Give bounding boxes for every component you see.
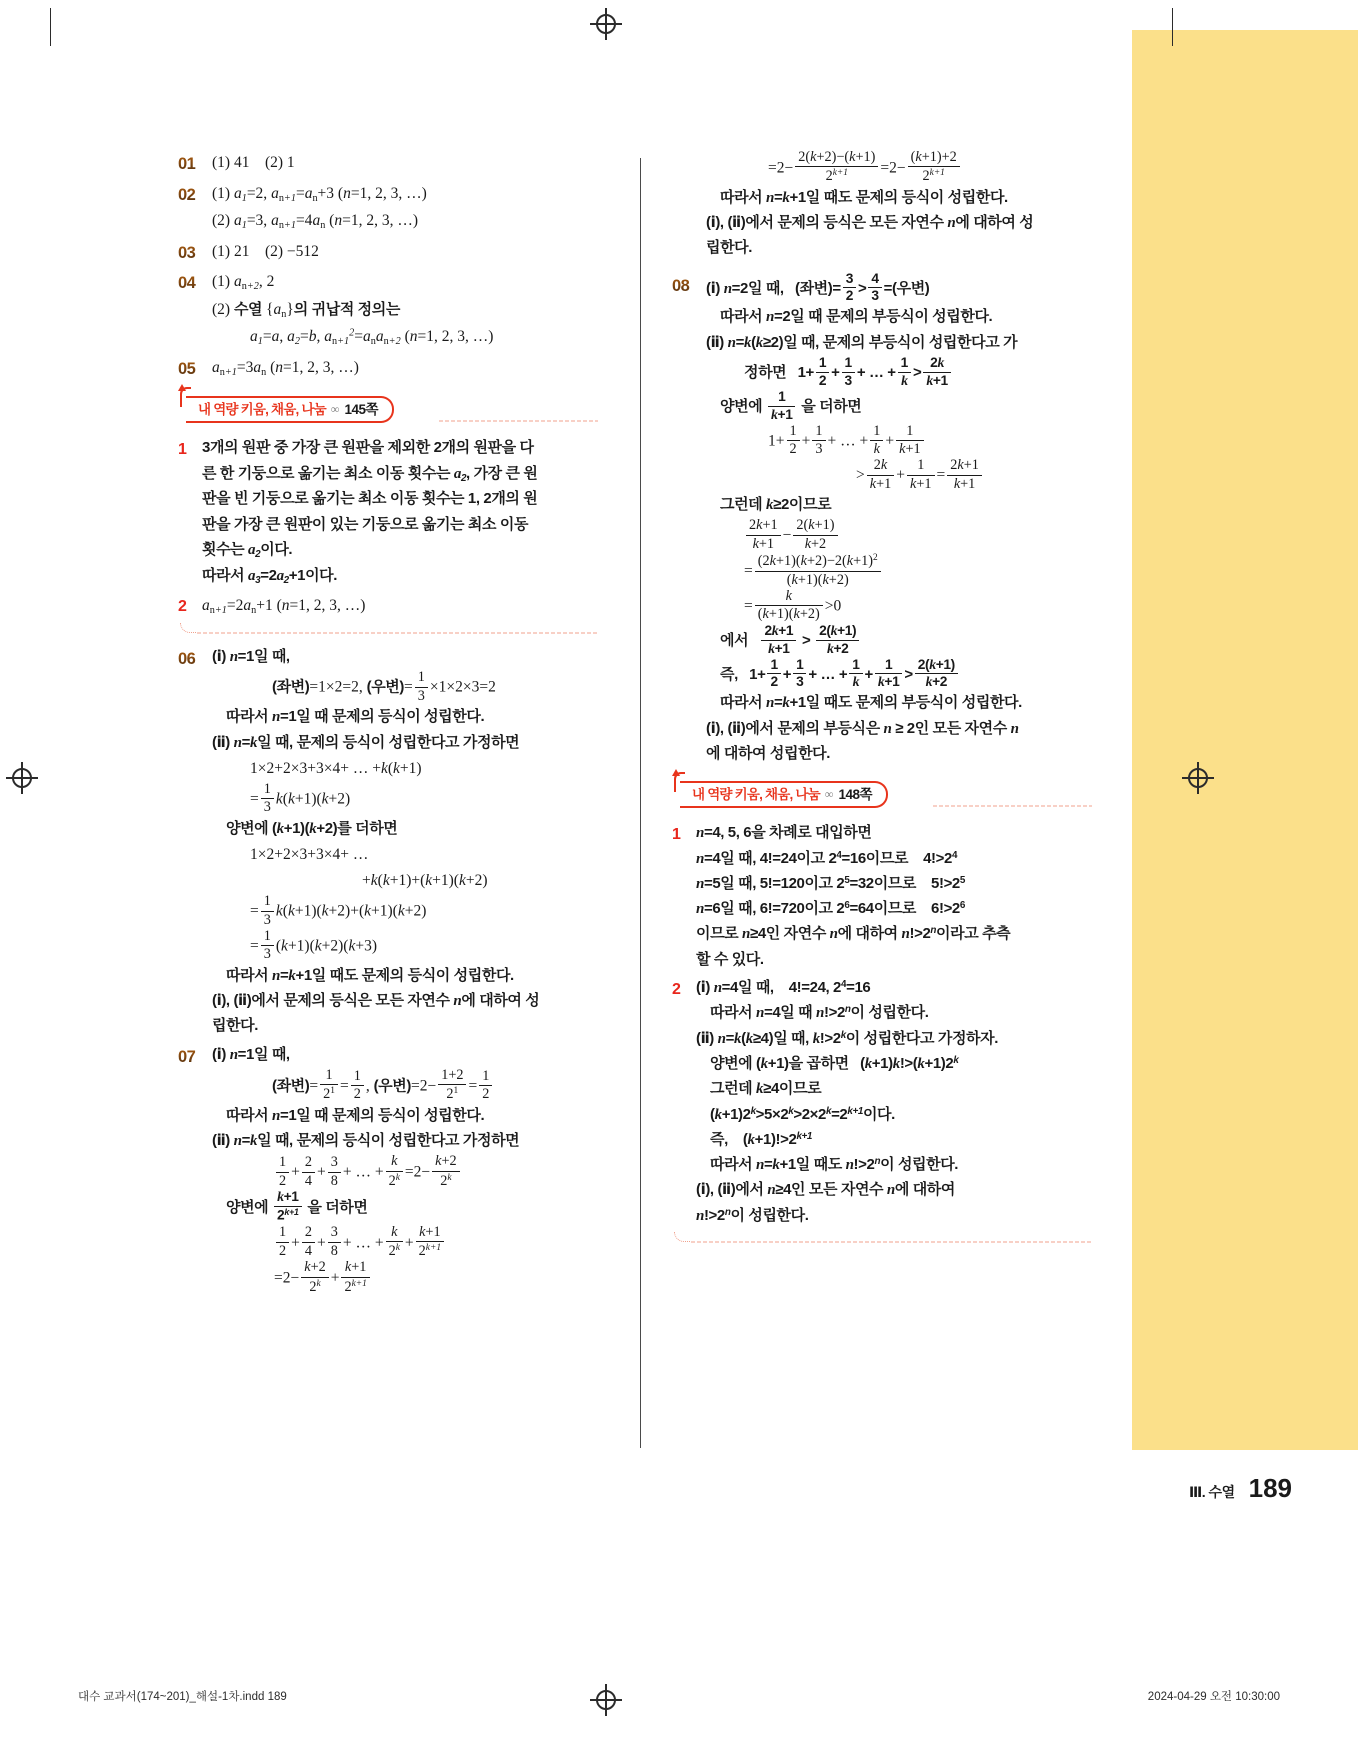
competency-callout-145: [178, 396, 598, 426]
callout-item-body: [696, 821, 1092, 973]
answer-line: 에 대하여 성립한다.: [706, 744, 831, 762]
answer-line: 립한다.: [706, 239, 753, 257]
answer-line: 1×2+2×3+3×4+ …: [250, 846, 369, 864]
chapter-label: Ⅲ. 수열: [1189, 1484, 1235, 1500]
callout-item: [178, 593, 598, 620]
callout-item-body: [696, 976, 1092, 1229]
answer-line: 따라서 n=4일 때 $n!>2^n$이 성립한다.: [710, 1004, 929, 1022]
answer-number: 01: [178, 150, 212, 178]
answer-line: $\frac{1}{2}$ + $\frac{2}{4}$ + $\frac{3}{8}$ + … + $\frac{k}{2^k}$ =2− $\frac{k+2}{2^k}$: [212, 1154, 598, 1189]
crop-mark-top-right: [1172, 8, 1173, 46]
callout-pill: [680, 781, 888, 808]
callout-box-bottom-rule: [178, 623, 598, 639]
answer-line: 즉, 1+ $\frac{1}{2}$ + $\frac{1}{3}$ + … + $\frac{1}{k}$ + $\frac{1}{k+1}$ > $\frac{2(k+1)}{k+2}$: [706, 658, 1092, 691]
callout-dotted-rule: [438, 420, 598, 422]
answer-line: 판을 빈 기둥으로 옮기는 최소 이동 횟수는 1, 2개의 원: [202, 490, 538, 508]
answer-line: (2) 수열 $\{a_n\}$의 귀납적 정의는: [212, 300, 400, 320]
answer-body: [212, 645, 598, 1040]
answer-line: 판을 가장 큰 원판이 있는 기둥으로 옮기는 최소 이동: [202, 515, 529, 533]
answer-row: [672, 272, 1092, 768]
answer-line: 1×2+2×3+3×4+ … +k(k+1): [250, 759, 422, 777]
answer-line: 3개의 원판 중 가장 큰 원판을 제외한 2개의 원판을 다: [202, 439, 534, 457]
answer-line: (2) $a_1=3$, $a_{n+1}=4a_n$ (n=1, 2, 3, …): [212, 212, 418, 232]
answer-line: 립한다.: [212, 1017, 259, 1035]
answer-line: = $\frac{(2k+1)(k+2)-2(k+1)^2}{(k+1)(k+2)}$: [706, 553, 1092, 588]
answer-line: (1) 41 (2) 1: [212, 154, 295, 171]
answer-row: [178, 239, 598, 267]
answer-row: [178, 150, 598, 178]
answer-line: $(k+1)2^k>5\times 2^k>2\times 2^k=2^{k+1}$이다.: [710, 1105, 895, 1123]
answer-line: 른 한 기둥으로 옮기는 최소 이동 횟수는 $a_2$, 가장 큰 원: [202, 464, 538, 484]
callout-item-number: 1: [672, 826, 681, 844]
answer-line: 에서 $\frac{2k+1}{k+1}$ > $\frac{2(k+1)}{k+2}$: [706, 624, 1092, 657]
answer-line: 횟수는 $a_2$이다.: [202, 541, 293, 560]
callout-dotted-rule: [932, 805, 1092, 807]
answer-line: = $\frac{1}{3}$ k(k+1)(k+2)+(k+1)(k+2): [250, 893, 427, 928]
answer-body: [706, 150, 1092, 262]
answer-line: $\frac{1}{2}$ + $\frac{2}{4}$ + $\frac{3}{8}$ + … + $\frac{k}{2^k}$ + $\frac{k+1}{2^{k+1}}$: [212, 1225, 598, 1260]
answer-line: $n!>2^n$이 성립한다.: [696, 1206, 809, 1224]
answer-row: [178, 269, 598, 351]
answer-line: = $\frac{1}{3}$ k(k+1)(k+2): [250, 780, 351, 816]
answer-line: (ⅱ) n=k(k≥2)일 때, 문제의 부등식이 성립한다고 가: [706, 333, 1018, 351]
answer-line: (ⅰ) n=1일 때,: [212, 648, 290, 666]
answer-line: n=4, 5, 6을 차례로 대입하면: [696, 824, 872, 842]
column-divider: [640, 158, 641, 1448]
answer-line: $a_1=a$, $a_2=b$, $a_{n+1}^2=a_na_{n+2}$ (n=1, 2, 3, …): [250, 327, 494, 348]
answer-line: 따라서 n=2일 때 문제의 부등식이 성립한다.: [720, 308, 993, 326]
answer-line: 1+ $\frac{1}{2}$ + $\frac{1}{3}$ + … + $\frac{1}{k}$ + $\frac{1}{k+1}$: [706, 424, 1092, 458]
answer-line: =2− $\frac{2(k+2)-(k+1)}{2^{k+1}}$ =2− $\frac{(k+1)+2}{2^{k+1}}$: [706, 150, 1092, 185]
answer-line: n=6일 때, 6!=720이고 $2^6=64$이므로 $6!>2^6$: [696, 899, 965, 918]
answer-line: (좌변)=1×2=2, (우변)= $\frac{1}{3}$ ×1×2×3=2: [272, 669, 496, 704]
answer-number: 06: [178, 645, 212, 673]
answer-row: [178, 1043, 598, 1296]
answer-body: [212, 181, 598, 236]
answer-line: +k(k+1)+(k+1)(k+2): [362, 872, 488, 890]
answer-line: 정하면 1+ $\frac{1}{2}$ + $\frac{1}{3}$ + … + $\frac{1}{k}$ > $\frac{2k}{k+1}$: [706, 356, 1092, 389]
answer-line: 따라서 n=1일 때 문제의 등식이 성립한다.: [226, 708, 485, 726]
answer-body: [212, 355, 598, 382]
answer-line: 그런데 k≥4이므로: [710, 1080, 822, 1098]
page-number: 189: [1248, 1473, 1292, 1503]
answer-line: (ⅰ) n=4일 때, 4!=24, $2^4=16$: [696, 978, 871, 997]
answer-row: [178, 181, 598, 236]
answer-line: (1) 21 (2) −512: [212, 242, 319, 260]
answer-number: 03: [178, 239, 212, 267]
answer-line: 양변에 (k+1)(k+2)를 더하면: [226, 819, 398, 837]
print-timestamp: 2024-04-29 오전 10:30:00: [1147, 1691, 1280, 1703]
callout-title: 내 역량 키움, 채움, 나눔: [198, 401, 326, 417]
answer-row: [672, 150, 1092, 262]
answer-line: 그런데 k≥2이므로: [720, 496, 832, 514]
answer-line: n=5일 때, 5!=120이고 $2^5=32$이므로 $5!>2^5$: [696, 874, 965, 892]
answer-line: (1) $a_1=2$, $a_{n+1}=a_n+3$ (n=1, 2, 3, …): [212, 184, 427, 204]
link-icon: ∞: [330, 402, 340, 417]
answer-line: 양변에 (k+1)을 곱하면 $(k+1)k!>(k+1)2^k$: [710, 1054, 959, 1072]
callout-item-number: 2: [672, 981, 681, 999]
right-column: [672, 150, 1092, 1248]
answer-line: 따라서 n=k+1일 때도 $n!>2^n$이 성립한다.: [710, 1155, 959, 1174]
crop-mark-top-left: [50, 8, 51, 46]
answer-number: 08: [672, 272, 706, 300]
callout-title: 내 역량 키움, 채움, 나눔: [692, 786, 820, 802]
registration-mark-right: [1182, 762, 1214, 794]
answer-line: 할 수 있다.: [696, 950, 764, 968]
answer-line: (ⅱ) n=k일 때, 문제의 등식이 성립한다고 가정하면: [212, 733, 520, 751]
answer-line: 따라서 n=1일 때 문제의 등식이 성립한다.: [226, 1106, 485, 1124]
answer-line: (ⅰ), (ⅱ)에서 문제의 등식은 모든 자연수 n에 대하여 성: [706, 214, 1034, 231]
answer-row: [178, 355, 598, 383]
callout-box-bottom-rule: [672, 1232, 1092, 1248]
answer-line: (ⅱ) n=k일 때, 문제의 등식이 성립한다고 가정하면: [212, 1132, 520, 1150]
print-metadata: [0, 1688, 1358, 1704]
registration-mark-top: [590, 8, 622, 40]
callout-bottom-dots: [196, 632, 598, 634]
answer-body: [212, 1043, 598, 1296]
callout-corner-curve: [674, 1232, 690, 1242]
callout-page-ref: 148쪽: [838, 786, 873, 802]
callout-item: [178, 436, 598, 589]
answer-line: $a_{n+1}=2a_n+1$ (n=1, 2, 3, …): [202, 596, 366, 616]
callout-item-body: [202, 436, 598, 589]
answer-line: (ⅰ), (ⅱ)에서 n≥4인 모든 자연수 n에 대하여: [696, 1181, 955, 1199]
answer-line: n=4일 때, 4!=24이고 $2^4=16$이므로 $4!>2^4$: [696, 849, 958, 867]
answer-line: (좌변)= $\frac{1}{2^1}$ = $\frac{1}{2}$ , (우변)=2− $\frac{1+2}{2^1}$ = $\frac{1}{2}$: [212, 1068, 598, 1103]
answer-line: =2− $\frac{k+2}{2^k}$ + $\frac{k+1}{2^{k+1}}$: [212, 1260, 598, 1295]
answer-line: (ⅰ) n=1일 때,: [212, 1045, 290, 1063]
page-footer: [1189, 1473, 1292, 1504]
answer-number: 04: [178, 269, 212, 297]
registration-mark-left: [6, 762, 38, 794]
answer-row: [178, 645, 598, 1040]
answer-line: 따라서 n=k+1일 때도 문제의 부등식이 성립한다.: [720, 694, 1022, 712]
callout-item-number: 1: [178, 441, 187, 459]
answer-number: 05: [178, 355, 212, 383]
answer-line: (ⅰ), (ⅱ)에서 문제의 등식은 모든 자연수 n에 대하여 성: [212, 992, 540, 1010]
answer-body: [212, 269, 598, 351]
answer-line: (ⅱ) n=k(k≥4)일 때, $k!>2^k$이 성립한다고 가정하자.: [696, 1029, 999, 1047]
callout-corner-curve: [180, 623, 196, 633]
answer-body: [212, 150, 598, 176]
answer-number-placeholder: [672, 150, 706, 151]
answer-line: (1) $a_{n+2}$, 2: [212, 273, 275, 293]
callout-item-body: [202, 593, 598, 620]
callout-item-number: 2: [178, 597, 187, 615]
answer-line: > $\frac{2k}{k+1}$ + $\frac{1}{k+1}$ = $\frac{2k+1}{k+1}$: [706, 458, 1092, 492]
callout-item: [672, 821, 1092, 973]
callout-bottom-dots: [690, 1241, 1092, 1243]
answer-body: [706, 272, 1092, 768]
answer-number: 02: [178, 181, 212, 209]
competency-callout-148: [672, 781, 1092, 811]
link-icon: ∞: [824, 787, 834, 802]
answer-line: 양변에 $\frac{k+1}{2^{k+1}}$ 을 더하면: [226, 1189, 368, 1223]
answer-number: 07: [178, 1043, 212, 1071]
left-column: [178, 150, 598, 1299]
answer-line: 즉, $(k+1)!>2^{k+1}$: [710, 1130, 812, 1148]
callout-pill: [186, 396, 394, 423]
indd-filename: 대수 교과서(174~201)_해설-1차.indd 189: [78, 1691, 287, 1703]
callout-item: [672, 976, 1092, 1229]
callout-page-ref: 145쪽: [344, 401, 379, 417]
answer-line: (ⅰ) n=2일 때, (좌변)= $\frac{3}{2}$ > $\frac{4}{3}$ =(우변): [706, 270, 930, 304]
answer-line: = $\frac{1}{3}$ (k+1)(k+2)(k+3): [250, 928, 378, 963]
answer-line: 이므로 n≥4인 자연수 n에 대하여 $n!>2^n$이라고 추측: [696, 925, 1011, 943]
yellow-side-tab: [1132, 30, 1358, 1450]
answer-line: 따라서 n=k+1일 때도 문제의 등식이 성립한다.: [720, 188, 1008, 206]
answer-line: $a_{n+1}=3a_n$ (n=1, 2, 3, …): [212, 358, 359, 378]
answer-line: 따라서 n=k+1일 때도 문제의 등식이 성립한다.: [226, 966, 514, 984]
answer-body: [212, 239, 598, 265]
answer-line: = $\frac{k}{(k+1)(k+2)}$ >0: [744, 587, 842, 623]
answer-line: 양변에 $\frac{1}{k+1}$ 을 더하면: [720, 388, 862, 422]
answer-line: $\frac{2k+1}{k+1}$ − $\frac{2(k+1)}{k+2}$: [706, 518, 1092, 552]
answer-line: (ⅰ), (ⅱ)에서 문제의 부등식은 n ≥ 2인 모든 자연수 n: [706, 719, 1019, 737]
answer-line: 따라서 $a_3=2a_2+1$이다.: [202, 566, 338, 586]
